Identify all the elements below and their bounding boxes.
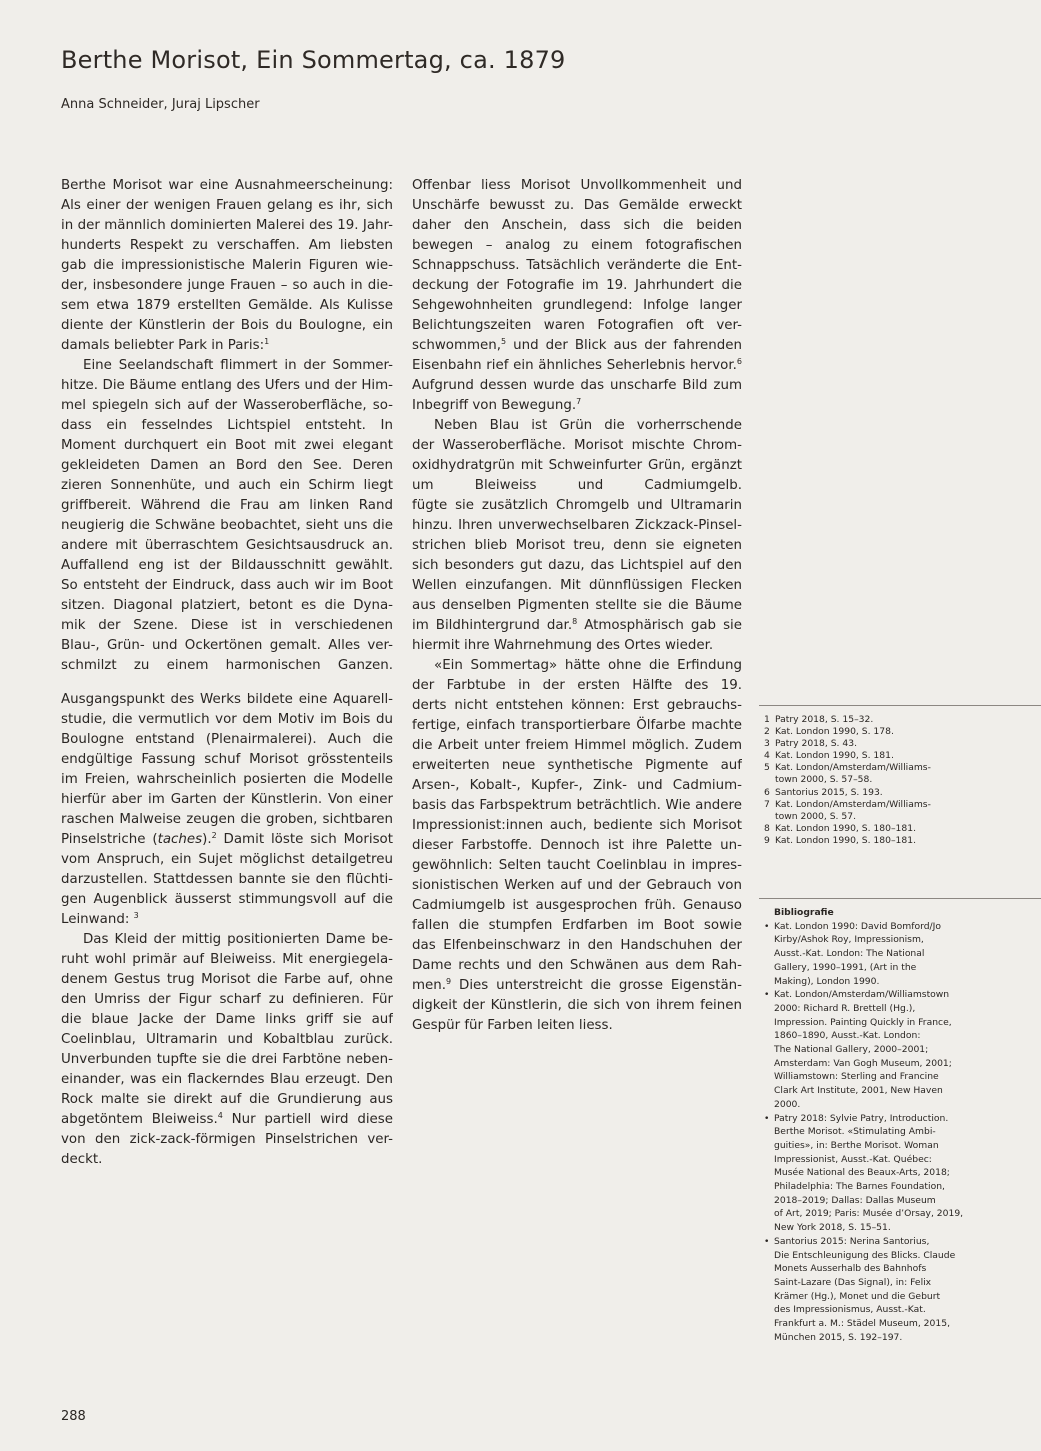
text-line: hunderts Respekt zu verschaffen. Am liebsten [61,238,393,253]
text-line: im Bildhintergrund dar.$^8$ Atmosphärisch gab sie [412,617,742,633]
text-line: Boulogne entstand (Plenairmalerei). Auch die [61,732,393,747]
text-line: darzustellen. Stattdessen bannte sie den flüchti- [61,872,393,887]
footnote-ref: 6 [736,357,742,366]
bibliography-line: • Kat. London/Amsterdam/Williamstown [774,989,950,1001]
text-line: abgetöntem Bleiweiss.$^4$ Nur partiell wird diese [61,1111,393,1127]
bibliography-item [764,988,964,1111]
bibliography-line: • Patry 2018: Sylvie Patry, Introduction. [774,1112,949,1124]
bibliography-line: 1860–1890, Ausst.-Kat. London: [774,1030,921,1042]
footnote-number: 1 [764,714,770,725]
text-line: der, insbesondere junge Frauen – so auch in die- [61,278,393,293]
bibliography-line: Krämer (Hg.), Monet und die Geburt [774,1290,941,1302]
bibliography-list [764,920,964,1345]
text-line: strichen blieb Morisot treu, denn sie eigneten [412,538,742,553]
bibliography-line: Die Entschleunigung des Blicks. Claude [774,1249,956,1261]
text-line: sitzen. Diagonal platziert, betont es die Dyna- [61,598,393,613]
footnote-text [775,835,916,847]
bibliography-line: Monets Ausserhalb des Bahnhofs [774,1263,927,1275]
bibliography-line: Gallery, 1990–1991, (Art in the [774,961,917,973]
footnote [764,750,964,762]
footnote [764,787,964,799]
text-line: So entsteht der Eindruck, dass auch wir im Boot [61,578,393,593]
footnote-line: Santorius 2015, S. 193. [775,786,883,798]
footnote-line: town 2000, S. 57. [775,810,856,822]
text-line: Schnappschuss. Tatsächlich veränderte die Ent- [412,258,742,273]
bibliography-line: • Kat. London 1990: David Bomford/Jo [774,920,941,932]
text-line: gekleideten Damen an Bord den See. Deren [61,458,393,473]
text-line: Pinselstriche (taches).$^2$ Damit löste sich Morisot [61,831,393,847]
text-line: diente der Künstlerin der Bois du Boulogne, ein [61,318,393,333]
footnote-line: Patry 2018, S. 15–32. [775,714,874,725]
bibliography-line: The National Gallery, 2000–2001; [774,1044,929,1056]
text-line: sionistischen Werken auf und der Gebrauch von [412,878,742,893]
paragraph [61,176,393,336]
paragraph [412,176,742,336]
footnotes-list [764,714,964,847]
text-line: dieser Farbstoffe. Dennoch ist ihre Palette un- [412,838,742,853]
text-line: mel spiegeln sich auf der Wasseroberfläche, so- [61,398,393,413]
text-line: Als einer der wenigen Frauen gelang es ihr, sich [61,198,393,213]
text-line: endgültige Fassung schuf Morisot grösstenteils [61,752,393,767]
text-line: Coelinblau, Ultramarin und Kobaltblau zurück. [61,1032,393,1047]
text-line: hierfür aber im Garten der Künstlerin. Von einer [61,792,393,807]
bibliography-line: des Impressionismus, Ausst.-Kat. [774,1304,926,1316]
bibliography-line: • Santorius 2015: Nerina Santorius, [774,1235,930,1247]
text-line: zieren Sonnenhüte, und auch ein Schirm liegt [61,478,393,493]
paragraph [61,930,393,1110]
footnote-number: 2 [764,726,770,738]
text-line: im Freien, wahrscheinlich posierten die Modelle [61,772,393,787]
text-line: fertige, einfach transportierbare Ölfarbe machte [412,718,742,733]
paragraph [61,1130,393,1150]
bibliography-item [764,1235,964,1345]
text-line: fügte sie zusätzlich Chromgelb und Ultramarin [412,498,742,513]
bibliography-line: Making), London 1990. [774,975,880,987]
paragraph [61,690,393,830]
footnote [764,738,964,750]
footnote-line: Kat. London 1990, S. 180–181. [775,834,917,846]
footnote-ref: 9 [446,977,452,986]
footnote [764,762,964,786]
footnote-ref: 7 [576,397,582,406]
text-line: Moment durchquert ein Boot mit zwei elegant [61,438,393,453]
text-line: damals beliebter Park in Paris:$^1$ [61,337,270,353]
text-line: sich besonders gut dazu, das Lichtspiel auf den [412,558,742,573]
footnotes-divider [759,705,1041,706]
text-line: men.$^9$ Dies unterstreicht die grosse Eigenstän- [412,977,742,993]
footnote [764,823,964,835]
text-line: raschen Malweise zeugen die groben, sichtbaren [61,812,393,827]
text-line: denem Gestus trug Morisot die Farbe auf, ohne [61,972,393,987]
text-line: erweiterten neue synthetische Pigmente auf [412,758,742,773]
text-line: Sehgewohnheiten grundlegend: Infolge langer [412,298,742,313]
text-line: Neben Blau ist Grün die vorherrschende [434,418,742,433]
footnote-text [775,823,916,835]
text-line: hitze. Die Bäume entlang des Ufers und der Him- [61,378,393,393]
text-line: das Elfenbeinschwarz in den Handschuhen der [412,938,742,953]
bibliography-line: Philadelphia: The Barnes Foundation, [774,1181,945,1193]
text-line: Auffallend eng ist der Bildausschnitt gewählt. [61,558,393,573]
footnote-text [775,714,873,726]
bibliography-line: New York 2018, S. 15–51. [774,1222,891,1234]
footnote-ref: 5 [501,337,507,346]
text-line: die blaue Jacke der Dame links griff sie auf [61,1012,393,1027]
text-line: fallen die stumpfen Erdfarben im Boot sowie [412,918,742,933]
bibliography [764,906,964,1345]
text-line: Ausgangspunkt des Werks bildete eine Aquarell- [61,692,393,707]
footnote-text [775,787,883,799]
bibliography-line: Frankfurt a. M.: Städel Museum, 2015, [774,1318,950,1330]
text-line: einander, was ein flackerndes Blau erzeugt. Den [61,1072,393,1087]
text-line: Inbegriff von Bewegung.$^7$ [412,397,582,413]
footnote [764,835,964,847]
text-line: aus denselben Pigmenten stellte sie die Bäume [412,598,742,613]
text-line: Rock malte sie direkt auf die Grundierung aus [61,1092,393,1107]
text-line: Berthe Morisot war eine Ausnahmeerscheinung: [61,178,393,193]
text-line: Gespür für Farben leiten liess. [412,1018,613,1033]
text-line: um Bleiweiss und Cadmiumgelb. [412,478,742,493]
footnote-ref: 8 [572,617,578,626]
text-line: ruht wohl primär auf Bleiweiss. Mit energiegela- [61,952,393,967]
bibliography-item [764,1112,964,1235]
text-line: Wellen einzufangen. Mit dünnflüssigen Flecken [412,578,742,593]
bibliography-line: Saint-Lazare (Das Signal), in: Felix [774,1276,932,1288]
footnote-number: 8 [764,822,770,834]
text-line: hinzu. Ihren unverwechselbaren Zickzack-Pinsel- [412,518,742,533]
text-line: Arsen-, Kobalt-, Kupfer-, Zink- und Cadmium- [412,778,742,793]
text-line: andere mit überraschtem Gesichtsausdruck an. [61,538,393,553]
footnote-text [775,738,857,750]
footnote [764,799,964,823]
footnote-line: Kat. London/Amsterdam/Williams- [775,762,931,774]
bibliography-line: Kirby/Ashok Roy, Impressionism, [774,934,924,946]
bibliography-line: Berthe Morisot. «Stimulating Ambi- [774,1126,936,1138]
footnote-line: Kat. London/Amsterdam/Williams- [775,798,931,810]
footnote-ref: 3 [133,911,139,920]
text-line: mik der Szene. Diese ist in verschiedenen [61,618,393,633]
text-line: basis das Farbspektrum beträchtlich. Wie andere [412,798,742,813]
text-line: griffbereit. Während die Frau am linken Rand [61,498,393,513]
paragraph [412,416,742,616]
paragraph [61,850,393,910]
text-line: Unschärfe bewusst zu. Das Gemälde erweckt [412,198,742,213]
footnote-number: 6 [764,786,770,798]
article-title: Berthe Morisot, Ein Sommertag, ca. 1879 [61,46,566,74]
text-line: neugierig die Schwäne beobachtet, sieht uns die [61,518,393,533]
bibliography-line: Impressionist, Ausst.-Kat. Québec: [774,1153,932,1165]
footnote-number: 9 [764,834,770,846]
footnote-number: 3 [764,738,770,750]
text-line: Eine Seelandschaft flimmert in der Sommer- [83,358,393,373]
page-number: 288 [61,1409,86,1424]
text-line: Dame rechts und den Schwänen aus dem Rah- [412,958,742,973]
footnote-ref: 4 [217,1111,223,1120]
footnote-line: Kat. London 1990, S. 180–181. [775,822,917,834]
bibliography-line: Amsterdam: Van Gogh Museum, 2001; [774,1057,952,1069]
text-line: deckt. [61,1152,103,1167]
text-line: Das Kleid der mittig positionierten Dame be- [83,932,393,947]
bibliography-line: 2000: Richard R. Brettell (Hg.), [774,1002,916,1014]
bibliography-line: of Art, 2019; Paris: Musée d’Orsay, 2019, [774,1208,964,1220]
text-line: schmilzt zu einem harmonischen Ganzen. [61,658,393,673]
text-line: Belichtungszeiten waren Fotografien oft ver- [412,318,742,333]
text-line: Eisenbahn rief ein ähnliches Seherlebnis hervor.$^6$ [412,357,742,373]
text-line: «Ein Sommertag» hätte ohne die Erfindung [434,658,742,673]
text-line: vom Anspruch, ein Sujet möglichst detailgetreu [61,852,393,867]
footnote-line: Kat. London 1990, S. 178. [775,726,894,738]
footnote-number: 7 [764,798,770,810]
text-line: gab die impressionistische Malerin Figuren wie- [61,258,393,273]
footnote-line: town 2000, S. 57–58. [775,774,873,786]
footnote-text [775,750,894,762]
bibliography-line: 2000. [774,1098,801,1110]
text-line: Aufgrund dessen wurde das unscharfe Bild zum [412,378,742,393]
text-line: in der männlich dominierten Malerei des 19. Jahr- [61,218,393,233]
text-line: die Arbeit unter freiem Himmel möglich. Zudem [412,738,742,753]
bibliography-line: guities», in: Berthe Morisot. Woman [774,1139,939,1151]
article-authors: Anna Schneider, Juraj Lipscher [61,97,260,112]
footnote-ref: 2 [211,831,217,840]
text-line: Blau-, Grün- und Ockertönen gemalt. Alles ver- [61,638,393,653]
text-line: Impressionist:innen auch, bediente sich Morisot [412,818,742,833]
bibliography-line: Williamstown: Sterling and Francine [774,1071,939,1083]
bibliography-line: Impression. Painting Quickly in France, [774,1016,952,1028]
footnote [764,714,964,726]
text-column-right [412,176,742,1036]
text-line: studie, die vermutlich vor dem Motiv im Bois du [61,712,393,727]
bibliography-line: Musée National des Beaux-Arts, 2018; [774,1167,950,1179]
bibliography-divider [759,898,1041,899]
bibliography-line: Clark Art Institute, 2001, New Haven [774,1085,943,1097]
bibliography-line: Ausst.-Kat. London: The National [774,948,925,960]
footnote-number: 5 [764,762,770,774]
text-line: der Farbtube in der ersten Hälfte des 19. [412,678,742,693]
text-line: hiermit ihre Wahrnehmung des Ortes wieder. [412,638,714,653]
text-line: oxidhydratgrün mit Schweinfurter Grün, ergänzt [412,458,742,473]
footnote-text [775,726,894,738]
bibliography-title: Bibliografie [774,907,834,918]
text-line: daher den Anschein, dass sich die beiden [412,218,742,233]
text-line: schwommen,$^5$ und der Blick aus der fahrenden [412,337,742,353]
text-line: bewegen – analog zu einem fotografischen [412,238,742,253]
bibliography-line: 2018–2019; Dallas: Dallas Museum [774,1194,936,1206]
text-line: der Wasseroberfläche. Morisot mischte Chrom- [412,438,742,453]
footnote [764,726,964,738]
text-line: sem etwa 1879 erstellten Gemälde. Als Kulisse [61,298,393,313]
text-line: Offenbar liess Morisot Unvollkommenheit und [412,178,742,193]
text-line: gen Augenblick äusserst stimmungsvoll auf die [61,892,393,907]
paragraph [412,656,742,976]
footnote-line: Patry 2018, S. 43. [775,738,858,750]
footnote-line: Kat. London 1990, S. 181. [775,750,894,762]
bibliography-item [764,920,964,989]
footnote-ref: 1 [264,337,270,346]
text-column-left [61,176,393,1170]
text-line: digkeit der Künstlerin, die sich von ihrem feinen [412,998,742,1013]
paragraph [61,356,393,676]
text-line: den Umriss der Figur scharf zu definieren. Für [61,992,393,1007]
text-line: Unverbunden tupfte sie die drei Farbtöne neben- [61,1052,393,1067]
bibliography-line: München 2015, S. 192–197. [774,1331,903,1343]
text-line: gewöhnlich: Selten taucht Coelinblau in impres- [412,858,742,873]
text-line: von den zick-zack-förmigen Pinselstrichen ver- [61,1132,393,1147]
footnote-number: 4 [764,750,770,762]
text-line: dass ein fesselndes Lichtspiel entsteht. In [61,418,393,433]
text-line: Cadmiumgelb ist ausgesprochen früh. Genauso [412,898,742,913]
footnote-text [775,799,931,823]
text-line: deckung der Fotografie im 19. Jahrhundert die [412,278,742,293]
text-line: Leinwand: $^3$ [61,911,139,927]
text-line: derts nicht entstehen können: Erst gebrauchs- [412,698,742,713]
footnote-text [775,762,931,786]
